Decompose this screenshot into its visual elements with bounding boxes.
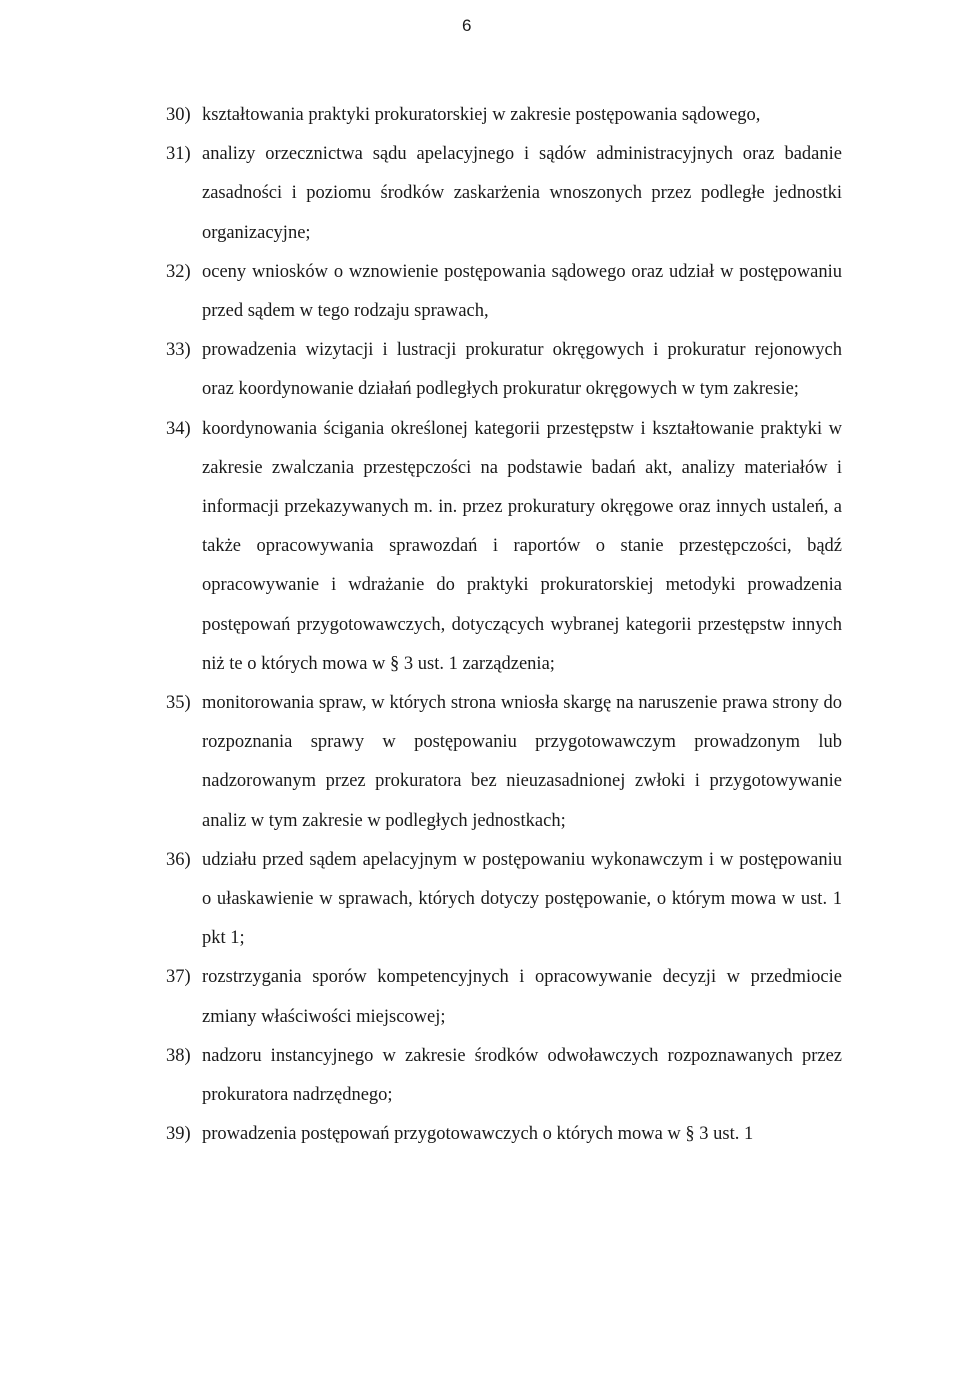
item-number: 39)	[166, 1124, 191, 1145]
item-text: rozstrzygania sporów kompetencyjnych i opracowywanie decyzji w przedmiocie zmiany właściwości miejscowej;	[202, 967, 842, 1027]
list-item	[166, 253, 842, 331]
item-number: 32)	[166, 261, 191, 282]
list-item	[166, 958, 842, 1036]
item-text: prowadzenia wizytacji i lustracji prokuratur okręgowych i prokuratur rejonowych oraz koordynowanie działań podległych prokuratur okręgowych w tym zakresie;	[202, 340, 842, 400]
list-item	[166, 841, 842, 959]
item-text: nadzoru instancyjnego w zakresie środków odwoławczych rozpoznawanych przez prokuratora nadrzędnego;	[202, 1045, 842, 1106]
list-item	[166, 410, 842, 684]
item-text: kształtowania praktyki prokuratorskiej w zakresie postępowania sądowego,	[202, 105, 761, 125]
item-number: 36)	[166, 849, 191, 870]
item-text: udziału przed sądem apelacyjnym w postępowaniu wykonawczym i w postępowaniu o ułaskawienie w sprawach, których dotyczy postępowanie, o którym mowa w ust. 1 pkt 1;	[202, 849, 842, 949]
list-item	[166, 96, 842, 135]
item-number: 31)	[166, 144, 191, 165]
item-text: prowadzenia postępowań przygotowawczych o których mowa w § 3 ust. 1	[202, 1124, 754, 1145]
item-text: monitorowania spraw, w których strona wniosła skargę na naruszenie prawa strony do rozpoznania sprawy w postępowaniu przygotowawczym prowadzonym lub nadzorowanym przez prokuratora bez nieuzasadnionej zwłoki i przygotowywanie analiz w tym zakresie w podległych jednostkach;	[202, 693, 842, 831]
list-item	[166, 1115, 842, 1154]
list-item	[166, 331, 842, 409]
item-number: 30)	[166, 105, 191, 125]
item-text: oceny wniosków o wznowienie postępowania sądowego oraz udział w postępowaniu przed sądem w tego rodzaju sprawach,	[202, 261, 842, 322]
list-item	[166, 684, 842, 841]
item-text: koordynowania ścigania określonej kategorii przestępstw i kształtowanie praktyki w zakresie zwalczania przestępczości na podstawie badań akt, analizy materiałów i informacji przekazywanych m. in. przez prokuratury okręgowe oraz innych ustaleń, a także opracowywania sprawozdań i raportów o stanie przestępczości, bądź opracowywanie i wdrażanie do praktyki prokuratorskiej metodyki prowadzenia postępowań przygotowawczych, dotyczących wybranej kategorii przestępstw innych niż te o których mowa w § 3 ust. 1 zarządzenia;	[202, 418, 842, 674]
item-number: 37)	[166, 967, 191, 988]
item-text: analizy orzecznictwa sądu apelacyjnego i sądów administracyjnych oraz badanie zasadności i poziomu środków zaskarżenia wnoszonych przez podległe jednostki organizacyjne;	[202, 144, 842, 243]
item-number: 33)	[166, 340, 191, 361]
item-number: 35)	[166, 693, 191, 714]
document-body	[166, 96, 842, 1154]
page-number: 6	[462, 16, 472, 35]
list-item	[166, 135, 842, 253]
item-number: 38)	[166, 1045, 191, 1066]
item-number: 34)	[166, 418, 191, 439]
list-item	[166, 1037, 842, 1115]
